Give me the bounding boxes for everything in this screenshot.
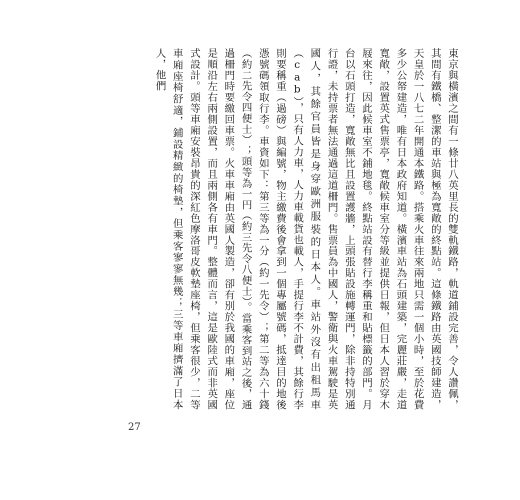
page-number: 27 bbox=[128, 422, 141, 433]
body-paragraph: 東京與橫濱之間有一條廿八英里長的雙軌鐵路，軌道鋪設完善，令人讚佩，其間有鐵橋、整潔的車站與極為寬敞的終點站。這條鐵路由英國技師建造，天皇於一八七二年開通本鐵路。搭乘火車往來兩地只需一個小時，至於花費多少公帑建造，唯有日本政府知道。橫濱車站為石頭建築，完麗莊嚴，走道寬敞，設置英式售票亭，寬敞候車室分等級並提供日報，但日本人習於穿木屐來往，因此候車室不鋪地毯。終點站設有替行李稱重和貼標籤的部門。月台以石頭打造，寬敞無比且設置護牆，上頭張貼設施轉運門，除非持特別通行證，未持票者無法通過這道柵門。售票員為中國人，警衛與火車駕駛是英國人，其餘官員皆是身穿歐洲服裝的日本人。車站外沒有出租馬車（cab），只有人力車，人力車載貨也載人，手提行李不計費，其餘行李則要稱重（過磅）與編號，物主繳費後會拿到一個專屬號碼，抵達目的地後憑號碼領取行李。車資如下：第三等為一分（約一先令）；第二等為六十錢（約二先令四便士）；頭等為一円（約三先令八便士）。當乘客到站之後，通過柵門時要繳回車票。火車車廂由英國人製造，卻有別於我國的車廂，座位是順沿左右兩側設置，而且兩側各有車門。整體而言，這是歐陸式而非英國式設計。頭等車廂安裝昂貴的深紅色摩洛哥皮軟墊座椅，但乘客很少，二等車廂座椅舒適，鋪設精緻的椅墊，但乘客寥寥無幾；三等車廂擠滿了日本人，他們 bbox=[153, 48, 458, 410]
page-body bbox=[52, 48, 460, 410]
